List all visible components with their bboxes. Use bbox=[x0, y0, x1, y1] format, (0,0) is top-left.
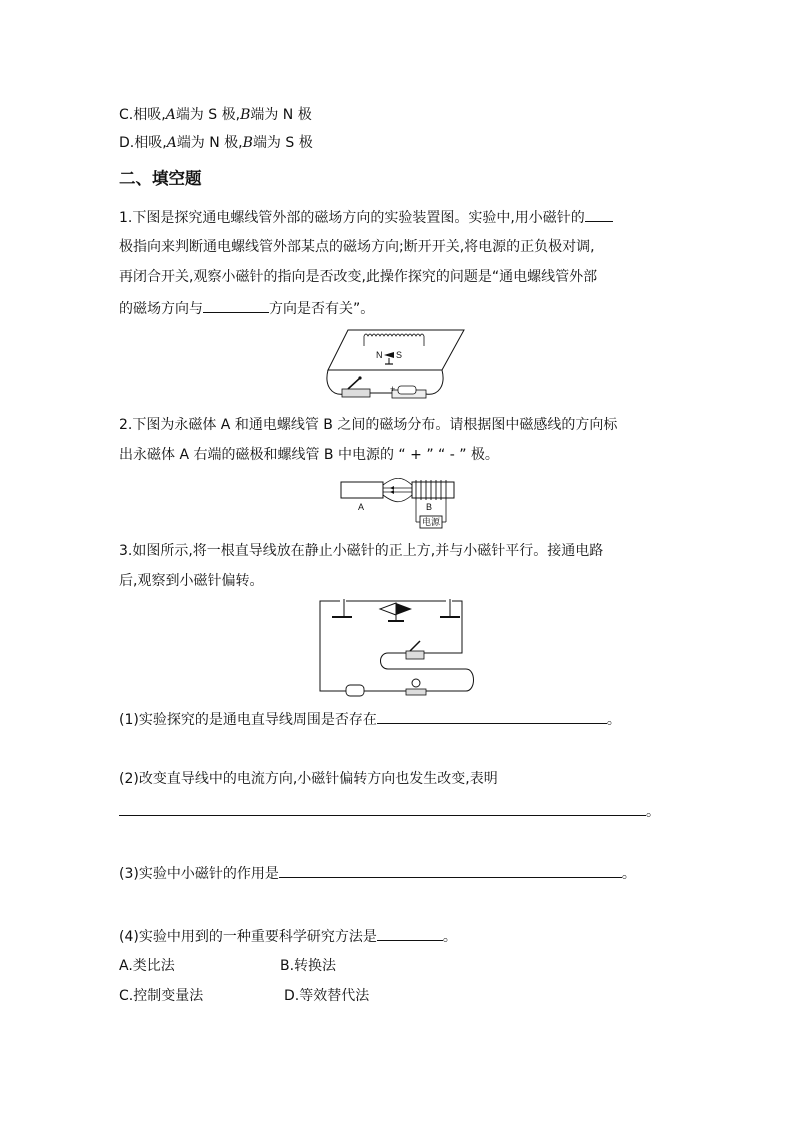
q1-blank-2[interactable] bbox=[203, 298, 269, 313]
q3-line1: 3.如图所示,将一根直导线放在静止小磁针的正上方,并与小磁针平行。接通电路 bbox=[119, 543, 604, 559]
q2-line1: 2.下图为永磁体 A 和通电螺线管 B 之间的磁场分布。请根据图中磁感线的方向标 bbox=[119, 417, 618, 433]
q3-sub1-text: (1)实验探究的是通电直导线周围是否存在 bbox=[119, 712, 377, 728]
option-d-mid1: 端为 N 极, bbox=[176, 135, 243, 151]
q3-sub3 bbox=[119, 863, 636, 883]
q3-sub4 bbox=[119, 926, 457, 946]
q3-sub3-blank[interactable] bbox=[279, 863, 622, 878]
option-d bbox=[119, 134, 313, 152]
switch-base bbox=[342, 389, 370, 397]
q3-sub1 bbox=[119, 709, 621, 729]
q3-line2: 后,观察到小磁针偏转。 bbox=[119, 573, 264, 589]
option-d-prefix: D.相吸, bbox=[119, 135, 167, 151]
q3-sub3-end: 。 bbox=[621, 866, 636, 882]
solenoid-coil bbox=[364, 334, 424, 346]
switch-base bbox=[406, 651, 424, 659]
q1-figure bbox=[326, 326, 466, 404]
option-d-b: B bbox=[242, 135, 253, 151]
q3-sub2: (2)改变直导线中的电流方向,小磁针偏转方向也发生改变,表明 bbox=[119, 771, 498, 787]
needle-n-label: N bbox=[376, 350, 383, 360]
q1-line4-pre: 的磁场方向与 bbox=[119, 301, 203, 317]
q2-figure bbox=[340, 478, 460, 532]
q1-line3: 再闭合开关,观察小磁针的指向是否改变,此操作探究的问题是“通电螺线管外部 bbox=[119, 269, 598, 285]
bulb bbox=[412, 679, 420, 687]
q3-sub2-answer bbox=[119, 801, 660, 821]
needle-s-label: S bbox=[396, 350, 403, 360]
q3-sub1-blank[interactable] bbox=[377, 709, 607, 724]
q1-line1 bbox=[119, 207, 613, 227]
q3-sub2-end: 。 bbox=[646, 804, 660, 820]
q3-sub2-blank[interactable] bbox=[119, 801, 646, 816]
q3-figure bbox=[316, 595, 476, 701]
solenoid-b-core bbox=[412, 482, 454, 498]
option-c bbox=[119, 106, 312, 124]
battery bbox=[346, 685, 364, 696]
choice-c[interactable]: C.控制变量法 bbox=[119, 988, 204, 1004]
q1-line2: 极指向来判断通电螺线管外部某点的磁场方向;断开开关,将电源的正负极对调, bbox=[119, 239, 595, 255]
q1-line4-post: 方向是否有关”。 bbox=[269, 301, 375, 317]
choice-a[interactable]: A.类比法 bbox=[119, 958, 175, 974]
q3-sub4-blank[interactable] bbox=[377, 926, 443, 941]
field-arrows bbox=[390, 486, 394, 494]
q3-sub4-end: 。 bbox=[442, 929, 457, 945]
battery-plus-label: + bbox=[390, 384, 396, 394]
q3-sub3-text: (3)实验中小磁针的作用是 bbox=[119, 866, 279, 882]
choice-b[interactable]: B.转换法 bbox=[280, 958, 337, 974]
q1-line1-text: 1.下图是探究通电螺线管外部的磁场方向的实验装置图。实验中,用小磁针的 bbox=[119, 210, 585, 226]
label-a: A bbox=[358, 502, 365, 512]
compass-needle bbox=[384, 352, 394, 358]
option-d-a: A bbox=[166, 135, 177, 151]
compass-needle-left bbox=[380, 603, 396, 615]
power-label: 电源 bbox=[422, 517, 441, 527]
option-d-mid2: 端为 S 极 bbox=[252, 135, 313, 151]
choice-d[interactable]: D.等效替代法 bbox=[284, 988, 370, 1004]
option-c-mid1: 端为 S 极, bbox=[175, 107, 241, 123]
q3-sub4-text: (4)实验中用到的一种重要科学研究方法是 bbox=[119, 929, 377, 945]
option-c-b: B bbox=[240, 107, 251, 123]
q3-sub1-end: 。 bbox=[606, 712, 621, 728]
switch-lever bbox=[348, 378, 360, 389]
switch-lever bbox=[410, 641, 420, 651]
q1-blank-1[interactable] bbox=[585, 207, 613, 222]
q2-line2: 出永磁体 A 右端的磁极和螺线管 B 中电源的 “ + ” “ - ” 极。 bbox=[119, 447, 499, 463]
magnet-a bbox=[341, 482, 383, 498]
bulb-base bbox=[406, 689, 426, 695]
field-lines bbox=[383, 478, 412, 502]
battery bbox=[398, 386, 416, 394]
compass-needle-right bbox=[396, 603, 412, 615]
option-c-prefix: C.相吸, bbox=[119, 107, 166, 123]
solenoid-b-coil bbox=[416, 480, 446, 500]
q1-line4 bbox=[119, 298, 374, 318]
option-c-a: A bbox=[165, 107, 176, 123]
section-title: 二、填空题 bbox=[119, 169, 202, 188]
option-c-mid2: 端为 N 极 bbox=[250, 107, 312, 123]
label-b: B bbox=[426, 502, 433, 512]
